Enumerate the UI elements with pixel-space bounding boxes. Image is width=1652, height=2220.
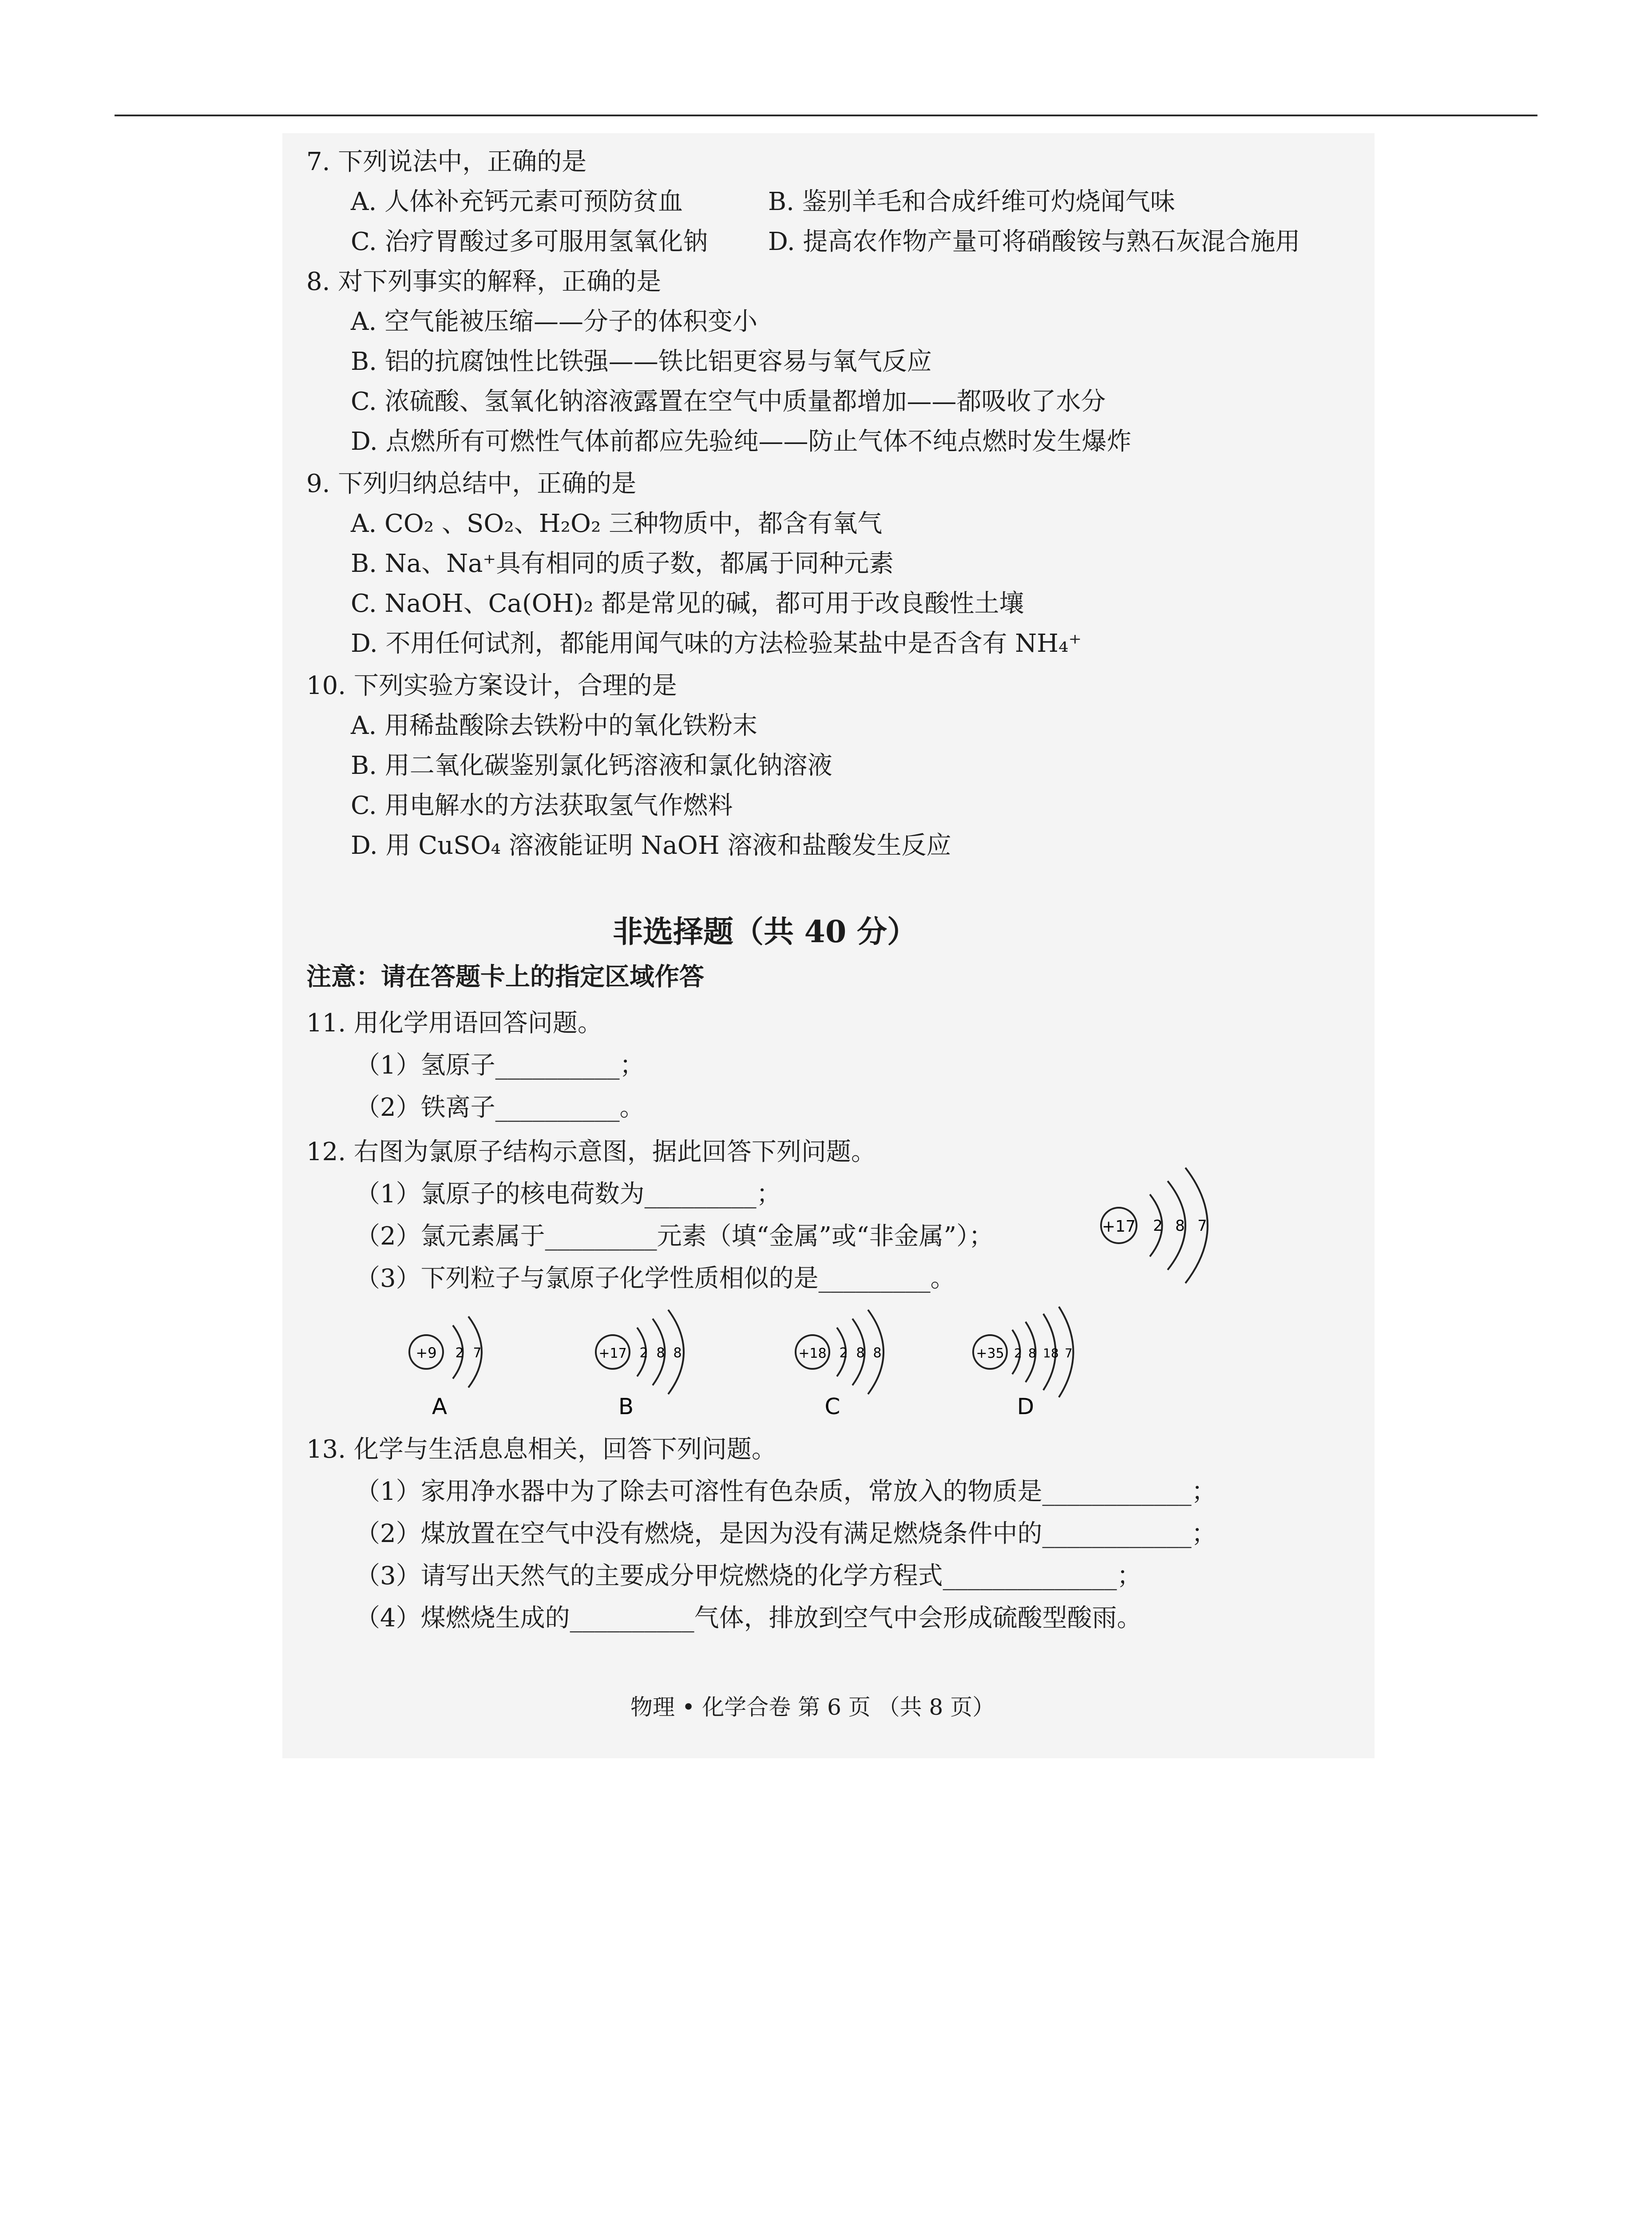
q8-option-c: C. 浓硫酸、氢氧化钠溶液露置在空气中质量都增加——都吸收了水分 (351, 387, 1106, 416)
option-c-diagram (781, 1303, 897, 1419)
shell-electron-count: 7 (473, 1345, 482, 1361)
q7-option-b: B. 鉴别羊毛和合成纤维可灼烧闻气味 (768, 187, 1175, 216)
q7-option-c: C. 治疗胃酸过多可服用氢氧化钠 (351, 227, 708, 256)
section-title: 非选择题（共 40 分） (613, 914, 917, 950)
q10-option-b: B. 用二氧化碳鉴别氯化钙溶液和氯化钠溶液 (351, 751, 832, 780)
shell-electron-count: 8 (873, 1345, 882, 1361)
q9-option-a: A. CO₂ 、SO₂、H₂O₂ 三种物质中，都含有氧气 (351, 509, 883, 538)
q12-stem: 12. 右图为氯原子结构示意图，据此回答下列问题。 (306, 1138, 876, 1166)
q12-part-1: （1）氯原子的核电荷数为_________； (355, 1180, 781, 1209)
nucleus-charge: +17 (598, 1346, 627, 1361)
q8-option-b: B. 铝的抗腐蚀性比铁强——铁比铝更容易与氧气反应 (351, 347, 932, 376)
q13-part-1: （1）家用净水器中为了除去可溶性有色杂质，常放入的物质是____________； (355, 1477, 1216, 1506)
q13-part-4: （4）煤燃烧生成的__________气体，排放到空气中会形成硫酸型酸雨。 (355, 1604, 1142, 1633)
shell-electron-count: 8 (1028, 1346, 1036, 1360)
q10-stem: 10. 下列实验方案设计，合理的是 (306, 671, 677, 700)
q8-option-a: A. 空气能被压缩——分子的体积变小 (351, 307, 758, 336)
q11-stem: 11. 用化学用语回答问题。 (306, 1009, 602, 1038)
shell-electron-count: 2 (455, 1345, 464, 1361)
q9-stem: 9. 下列归纳总结中，正确的是 (306, 469, 637, 498)
q10-option-a: A. 用稀盐酸除去铁粉中的氧化铁粉末 (351, 711, 758, 740)
q7-stem: 7. 下列说法中，正确的是 (306, 147, 587, 176)
top-rule (115, 115, 1537, 116)
shell-electron-count: 7 (1065, 1346, 1073, 1360)
shell-electron-count: 8 (656, 1345, 665, 1361)
page-footer: 物理 • 化学合卷 第 6 页 （共 8 页） (630, 1694, 995, 1720)
q9-option-b: B. Na、Na⁺具有相同的质子数，都属于同种元素 (351, 549, 894, 578)
option-label: C (824, 1394, 840, 1419)
q10-option-d: D. 用 CuSO₄ 溶液能证明 NaOH 溶液和盐酸发生反应 (351, 831, 951, 860)
option-label: A (432, 1394, 448, 1419)
q13-part-3: （3）请写出天然气的主要成分甲烷燃烧的化学方程式______________； (355, 1562, 1142, 1590)
q7-option-d: D. 提高农作物产量可将硝酸铵与熟石灰混合施用 (768, 227, 1300, 256)
nucleus-charge: +17 (1102, 1217, 1136, 1236)
q9-option-c: C. NaOH、Ca(OH)₂ 都是常见的碱，都可用于改良酸性土壤 (351, 589, 1024, 618)
shell-electron-count: 7 (1197, 1217, 1207, 1235)
q11-part-1: （1）氢原子__________； (355, 1051, 645, 1080)
shell-electron-count: 18 (1043, 1346, 1059, 1360)
shell-electron-count: 2 (1153, 1217, 1163, 1235)
q10-option-c: C. 用电解水的方法获取氢气作燃料 (351, 791, 733, 820)
option-d-diagram (959, 1303, 1092, 1419)
shell-electron-count: 8 (673, 1345, 682, 1361)
q12-part-2: （2）氯元素属于_________元素（填“金属”或“非金属”）； (355, 1222, 994, 1251)
q13-part-2: （2）煤放置在空气中没有燃烧，是因为没有满足燃烧条件中的____________； (355, 1519, 1216, 1548)
shell-electron-count: 2 (1014, 1346, 1022, 1360)
q9-option-d: D. 不用任何试剂，都能用闻气味的方法检验某盐中是否含有 NH₄⁺ (351, 629, 1082, 658)
option-b-diagram (582, 1303, 697, 1419)
q11-part-2: （2）铁离子__________。 (355, 1093, 645, 1122)
chlorine-atom-diagram (1083, 1146, 1225, 1305)
nucleus-charge: +18 (798, 1346, 827, 1361)
q12-part-3: （3）下列粒子与氯原子化学性质相似的是_________。 (355, 1264, 955, 1293)
shell-electron-count: 2 (639, 1345, 648, 1361)
section-note: 注意：请在答题卡上的指定区域作答 (306, 962, 704, 991)
q7-option-a: A. 人体补充钙元素可预防贫血 (351, 187, 683, 216)
option-label: D (1017, 1394, 1034, 1419)
q13-stem: 13. 化学与生活息息相关，回答下列问题。 (306, 1435, 776, 1464)
option-label: B (618, 1394, 634, 1419)
option-a-diagram (391, 1303, 497, 1419)
q8-stem: 8. 对下列事实的解释，正确的是 (306, 267, 662, 296)
nucleus-charge: +9 (416, 1344, 437, 1361)
shell-electron-count: 2 (839, 1345, 848, 1361)
shell-electron-count: 8 (1175, 1217, 1185, 1235)
nucleus-charge: +35 (976, 1346, 1004, 1361)
q8-option-d: D. 点燃所有可燃性气体前都应先验纯——防止气体不纯点燃时发生爆炸 (351, 427, 1132, 456)
shell-electron-count: 8 (856, 1345, 865, 1361)
